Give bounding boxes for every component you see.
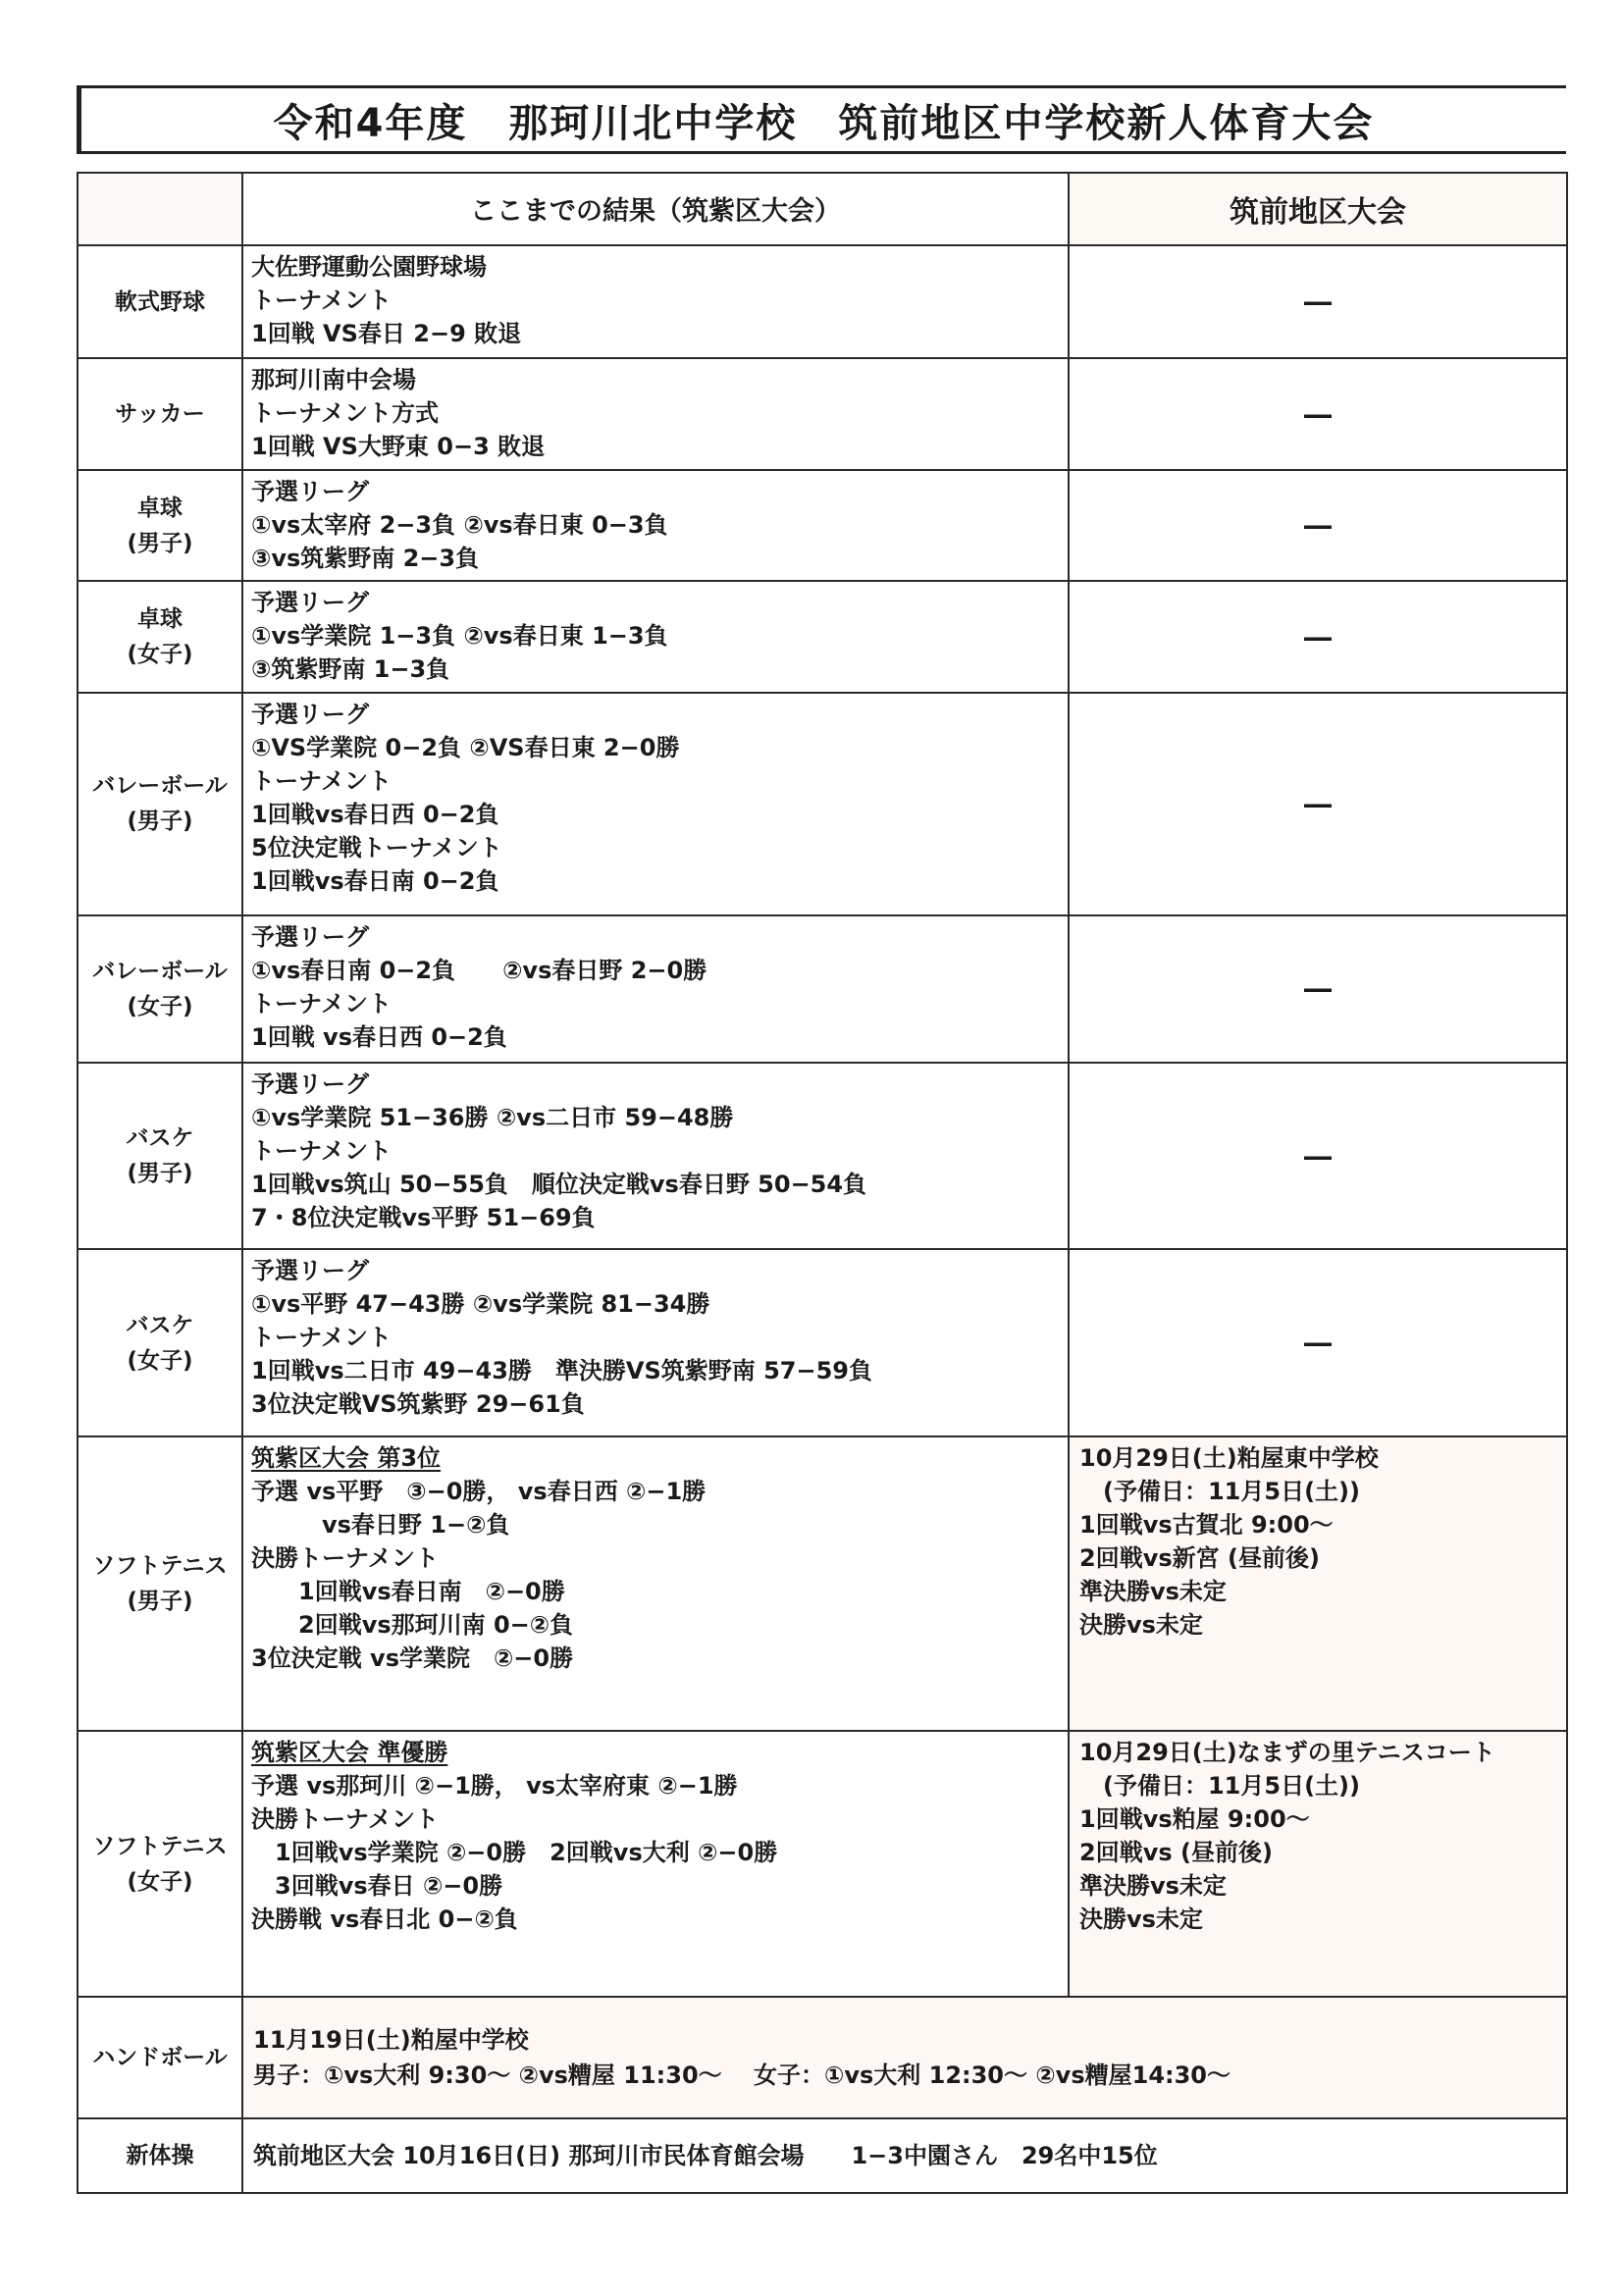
result-line: 予選リーグ	[251, 922, 369, 951]
result-line: ①VS学業院 0−2負 ②VS春日東 2−0勝	[251, 733, 680, 761]
table-row-softtennis-male	[78, 1436, 1567, 1731]
sport-division: (女子)	[127, 1347, 193, 1374]
results-cell	[242, 245, 1069, 359]
result-line: 予選リーグ	[251, 1070, 369, 1098]
district-line: 決勝vs未定	[1079, 1610, 1203, 1639]
sport-division: (男子)	[127, 1161, 193, 1187]
handball-date-line: 11月19日(土)粕屋中学校	[253, 2026, 529, 2055]
result-line: ①vs平野 47−43勝 ②vs学業院 81−34勝	[251, 1290, 710, 1319]
sport-cell	[78, 358, 242, 469]
result-line: 1回戦vs春日南 0−2負	[251, 866, 499, 895]
sport-cell	[78, 1063, 242, 1249]
sport-name: ハンドボール	[92, 2045, 228, 2071]
result-line: トーナメント	[251, 1324, 393, 1352]
district-cell: ―	[1069, 693, 1567, 915]
table-row	[78, 470, 1567, 581]
table-row	[78, 245, 1567, 359]
district-cell	[1069, 1731, 1567, 1998]
district-line: 1回戦vs粕屋 9:00〜	[1079, 1804, 1310, 1833]
sport-name: ソフトテニス	[92, 1552, 228, 1579]
table-row	[78, 358, 1567, 469]
sport-division: (男子)	[127, 1588, 193, 1614]
result-line: 那珂川南中会場	[251, 366, 416, 394]
sport-division: (男子)	[127, 530, 193, 556]
sport-cell	[78, 245, 242, 359]
district-line: (予備日：11月5日(土))	[1079, 1477, 1360, 1505]
table-header-row	[78, 173, 1567, 245]
result-line: ③vs筑紫野南 2−3負	[251, 544, 480, 572]
district-line: (予備日：11月5日(土))	[1079, 1771, 1360, 1800]
sport-cell	[78, 693, 242, 915]
sport-name: 新体操	[126, 2142, 194, 2168]
result-line: 1回戦 VS春日 2−9 敗退	[251, 319, 522, 347]
district-cell: ―	[1069, 915, 1567, 1063]
result-line: ①vs春日南 0−2負 ②vs春日野 2−0勝	[251, 956, 707, 984]
result-line: トーナメント	[251, 766, 393, 795]
result-line: 1回戦vs筑山 50−55負 順位決定戦vs春日野 50−54負	[251, 1170, 867, 1198]
sport-name: バレーボール	[92, 773, 228, 800]
results-cell	[242, 1436, 1069, 1731]
district-cell: ―	[1069, 245, 1567, 359]
district-line: 準決勝vs未定	[1079, 1871, 1227, 1900]
result-line: ①vs太宰府 2−3負 ②vs春日東 0−3負	[251, 510, 668, 539]
result-line: 予選リーグ	[251, 700, 369, 728]
results-cell	[242, 581, 1069, 692]
title-box	[77, 85, 1566, 154]
result-line: 予選リーグ	[251, 477, 369, 505]
result-line: 3位決定戦 vs学業院 ②−0勝	[251, 1644, 574, 1672]
table-row-handball	[78, 1997, 1567, 2118]
sport-name: バレーボール	[92, 958, 228, 984]
table-row	[78, 581, 1567, 692]
results-cell	[242, 915, 1069, 1063]
result-line: 大佐野運動公園野球場	[251, 252, 487, 281]
result-line: 1回戦 vs春日西 0−2負	[251, 1022, 507, 1051]
result-line: ①vs学業院 51−36勝 ②vs二日市 59−48勝	[251, 1103, 734, 1131]
header-district: 筑前地区大会	[1069, 173, 1567, 245]
sport-cell	[78, 470, 242, 581]
gymnastics-result-line: 筑前地区大会 10月16日(日) 那珂川市民体育館会場 1−3中園さん 29名中15位	[253, 2141, 1158, 2169]
result-line: 決勝戦 vs春日北 0−②負	[251, 1905, 518, 1933]
district-line: 10月29日(土)なまずの里テニスコート	[1079, 1738, 1495, 1766]
result-line: 1回戦 VS大野東 0−3 敗退	[251, 433, 546, 461]
result-line: トーナメント	[251, 1136, 393, 1165]
result-heading: 筑紫区大会 第3位	[251, 1443, 442, 1472]
result-line: 1回戦vs春日南 ②−0勝	[251, 1577, 565, 1605]
district-line: 準決勝vs未定	[1079, 1577, 1227, 1605]
results-table	[77, 172, 1568, 2194]
district-line: 1回戦vs古賀北 9:00〜	[1079, 1510, 1334, 1539]
page-title: 令和4年度 那珂川北中学校 筑前地区中学校新人体育大会	[273, 100, 1375, 146]
district-line: 2回戦vs (昼前後)	[1079, 1838, 1273, 1866]
sport-cell	[78, 1997, 242, 2118]
result-line: トーナメント	[251, 989, 393, 1018]
result-line: 2回戦vs那珂川南 0−②負	[251, 1610, 574, 1639]
results-cell	[242, 1063, 1069, 1249]
result-line: 7・8位決定戦vs平野 51−69負	[251, 1203, 596, 1231]
result-line: 1回戦vs春日西 0−2負	[251, 800, 499, 828]
district-cell: ―	[1069, 1063, 1567, 1249]
sport-division: (男子)	[127, 809, 193, 835]
sport-cell	[78, 1436, 242, 1731]
standard-rows	[78, 245, 1567, 1436]
sport-name: ソフトテニス	[92, 1833, 228, 1859]
sport-division: (女子)	[127, 1868, 193, 1895]
sport-cell	[78, 1731, 242, 1998]
result-line: 1回戦vs学業院 ②−0勝 2回戦vs大利 ②−0勝	[251, 1838, 778, 1866]
result-line: 予選リーグ	[251, 1257, 369, 1285]
result-line: 予選リーグ	[251, 589, 369, 617]
result-line: ③筑紫野南 1−3負	[251, 655, 450, 684]
result-line: 決勝トーナメント	[251, 1804, 440, 1833]
sport-name: 卓球	[137, 495, 183, 521]
sport-cell	[78, 1249, 242, 1436]
table-row-gymnastics	[78, 2118, 1567, 2193]
result-line: 予選 vs那珂川 ②−1勝， vs太宰府東 ②−1勝	[251, 1771, 738, 1800]
district-cell	[1069, 1436, 1567, 1731]
district-line: 10月29日(土)粕屋東中学校	[1079, 1443, 1379, 1472]
table-row	[78, 693, 1567, 915]
result-line: 1回戦vs二日市 49−43勝 準決勝VS筑紫野南 57−59負	[251, 1357, 873, 1385]
result-line: トーナメント	[251, 286, 393, 314]
sport-name: 卓球	[137, 606, 183, 633]
header-corner-cell	[78, 173, 242, 245]
table-row-softtennis-female	[78, 1731, 1567, 1998]
result-line: 決勝トーナメント	[251, 1543, 440, 1572]
result-line: vs春日野 1−②負	[251, 1510, 510, 1539]
result-line: 3回戦vs春日 ②−0勝	[251, 1871, 503, 1900]
sport-name: バスケ	[126, 1312, 194, 1338]
result-line: トーナメント方式	[251, 399, 440, 428]
district-cell: ―	[1069, 581, 1567, 692]
results-cell	[242, 1731, 1069, 1998]
handball-detail-cell	[242, 1997, 1567, 2118]
result-heading: 筑紫区大会 準優勝	[251, 1738, 448, 1766]
handball-schedule-line: 男子：①vs大利 9:30〜 ②vs糟屋 11:30〜 女子：①vs大利 12:30〜 ②vs糟屋14:30〜	[253, 2061, 1231, 2090]
result-line: ①vs学業院 1−3負 ②vs春日東 1−3負	[251, 622, 668, 651]
result-line: 予選 vs平野 ③−0勝， vs春日西 ②−1勝	[251, 1477, 707, 1505]
sport-division: (女子)	[127, 993, 193, 1019]
sport-cell	[78, 581, 242, 692]
sport-cell	[78, 915, 242, 1063]
district-cell: ―	[1069, 1249, 1567, 1436]
sport-name: サッカー	[115, 401, 205, 428]
results-cell	[242, 358, 1069, 469]
header-results: ここまでの結果（筑紫区大会）	[242, 173, 1069, 245]
sport-division: (女子)	[127, 642, 193, 668]
result-line: 5位決定戦トーナメント	[251, 833, 502, 861]
district-cell: ―	[1069, 470, 1567, 581]
results-cell	[242, 693, 1069, 915]
sport-cell	[78, 2118, 242, 2193]
sport-name: バスケ	[126, 1125, 194, 1152]
sport-name: 軟式野球	[115, 288, 205, 315]
table-row	[78, 1249, 1567, 1436]
results-cell	[242, 1249, 1069, 1436]
table-row	[78, 1063, 1567, 1249]
district-cell: ―	[1069, 358, 1567, 469]
district-line: 2回戦vs新宮 (昼前後)	[1079, 1543, 1320, 1572]
results-cell	[242, 470, 1069, 581]
district-line: 決勝vs未定	[1079, 1905, 1203, 1933]
gymnastics-detail-cell	[242, 2118, 1567, 2193]
table-row	[78, 915, 1567, 1063]
result-line: 3位決定戦VS筑紫野 29−61負	[251, 1390, 585, 1419]
